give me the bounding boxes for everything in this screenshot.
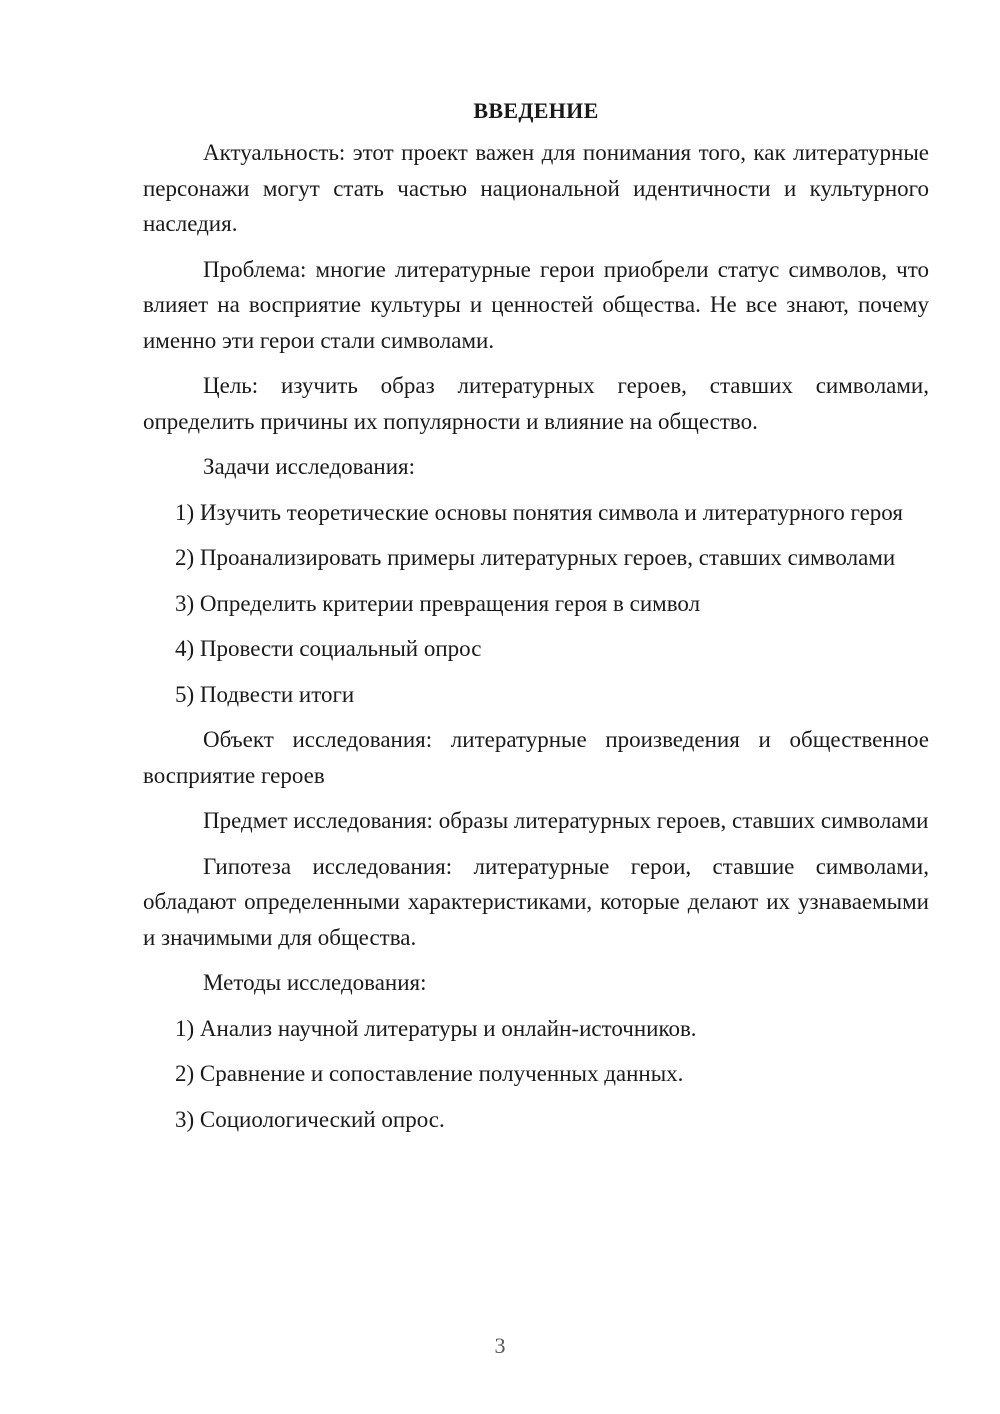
task-item: 3) Определить критерии превращения героя в символ xyxy=(175,590,701,616)
relevance-paragraph: Актуальность: этот проект важен для понимания того, как литературные персонажи могут стать частью национальной идентичности и культурного наследия. xyxy=(143,140,929,236)
goal-paragraph: Цель: изучить образ литературных героев, ставших символами, определить причины их популярности и влияние на общество. xyxy=(143,373,929,434)
methods-title: Методы исследования: xyxy=(203,970,427,995)
task-item: 2) Проанализировать примеры литературных героев, ставших символами xyxy=(175,545,896,570)
task-item: 5) Подвести итоги xyxy=(175,681,355,707)
object-paragraph: Объект исследования: литературные произведения и общественное восприятие героев xyxy=(143,727,929,788)
task-item: 1) Изучить теоретические основы понятия символа и литературного героя xyxy=(175,499,903,525)
method-item: 2) Сравнение и сопоставление полученных данных. xyxy=(175,1061,684,1086)
hypothesis-paragraph: Гипотеза исследования: литературные герои, ставшие символами, обладают определенными характеристиками, которые делают их узнаваемыми и значимыми для общества. xyxy=(143,853,929,950)
tasks-title: Задачи исследования: xyxy=(203,454,416,479)
section-heading: ВВЕДЕНИЕ xyxy=(473,98,599,123)
task-item: 4) Провести социальный опрос xyxy=(175,636,482,661)
problem-paragraph: Проблема: многие литературные герои приобрели статус символов, что влияет на восприятие культуры и ценностей общества. Не все знают, почему именно эти герои стали символами. xyxy=(143,256,929,353)
method-item: 1) Анализ научной литературы и онлайн-источников. xyxy=(175,1015,697,1041)
page-number: 3 xyxy=(494,1333,506,1358)
subject-paragraph: Предмет исследования: образы литературных героев, ставших символами xyxy=(203,808,929,833)
page-content xyxy=(143,96,929,1147)
method-item: 3) Социологический опрос. xyxy=(175,1106,445,1132)
